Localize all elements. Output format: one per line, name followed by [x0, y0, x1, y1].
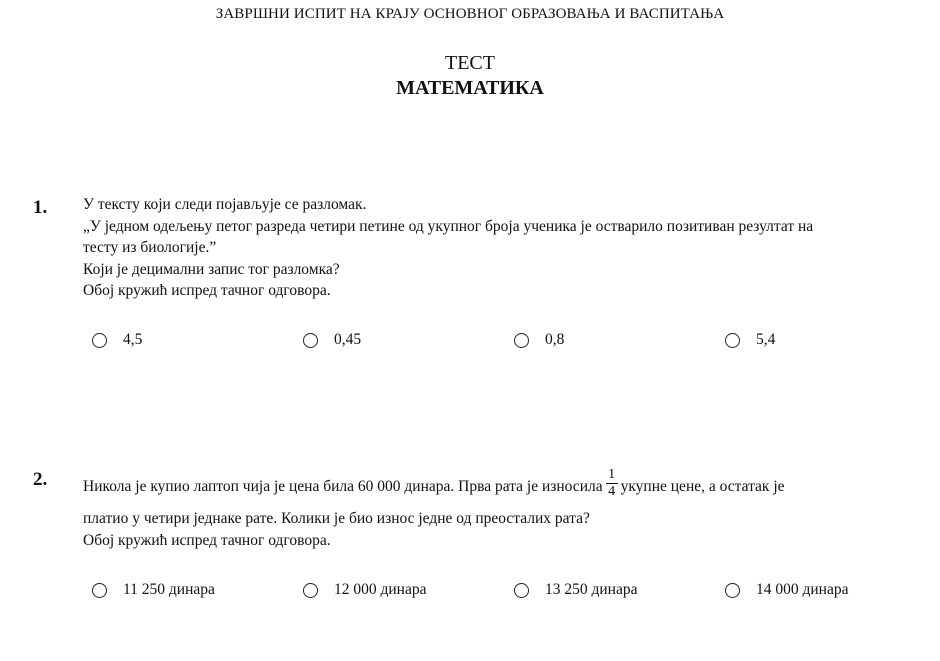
- answer-option[interactable]: [92, 331, 142, 349]
- answer-radio-circle[interactable]: [514, 583, 529, 598]
- fraction-numerator: 1: [608, 466, 616, 482]
- answer-radio-circle[interactable]: [725, 583, 740, 598]
- answer-option-label: 13 250 динара: [545, 581, 638, 598]
- answer-radio-circle[interactable]: [725, 333, 740, 348]
- answer-option[interactable]: [725, 331, 775, 349]
- answer-option[interactable]: [514, 581, 638, 599]
- question-2-text: [83, 466, 913, 551]
- question-1-options: [0, 331, 940, 355]
- answer-option-label: 0,8: [545, 331, 565, 348]
- answer-option-label: 11 250 динара: [123, 581, 215, 598]
- answer-radio-circle[interactable]: [514, 333, 529, 348]
- question-2-line-3: Обој кружић испред тачног одговора.: [83, 531, 331, 549]
- question-2-line-1: [83, 466, 913, 508]
- question-2-number: 2.: [33, 469, 48, 490]
- exam-title: ЗАВРШНИ ИСПИТ НА КРАЈУ ОСНОВНОГ ОБРАЗОВАЊА И ВАСПИТАЊА: [215, 6, 725, 22]
- question-2-line-1-start: Никола је купио лаптоп чија је цена била 60 000 динара. Прва рата је износила: [83, 478, 603, 495]
- question-1-line-3: тесту из биологије.”: [83, 239, 217, 256]
- answer-option[interactable]: [725, 581, 849, 599]
- question-2-options: [0, 581, 940, 605]
- question-1-number: 1.: [33, 197, 48, 218]
- fraction: [606, 467, 618, 500]
- test-label: ТЕСТ: [445, 52, 495, 74]
- question-1-line-5: Обој кружић испред тачног одговора.: [83, 282, 331, 299]
- fraction-denominator: 4: [608, 483, 616, 499]
- question-2-line-2: платио у четири једнаке рате. Колики је био износ једне од преосталих рата?: [83, 510, 590, 527]
- answer-option-label: 5,4: [756, 331, 776, 348]
- answer-radio-circle[interactable]: [303, 583, 318, 598]
- answer-option-label: 12 000 динара: [334, 581, 427, 598]
- answer-option-label: 14 000 динара: [756, 581, 849, 598]
- answer-option[interactable]: [303, 581, 427, 599]
- question-1-line-2: „У једном одељењу петог разреда четири петине од укупног броја ученика је остварило позитиван резултат на: [83, 217, 814, 235]
- question-1-text: [83, 194, 913, 302]
- answer-option-label: 0,45: [334, 331, 362, 348]
- question-2-line-1-end: укупне цене, а остатак је: [620, 478, 785, 495]
- answer-option-label: 4,5: [123, 331, 143, 348]
- answer-radio-circle[interactable]: [92, 333, 107, 348]
- question-1-line-1: У тексту који следи појављује се разломак.: [83, 196, 367, 213]
- answer-radio-circle[interactable]: [303, 333, 318, 348]
- question-1-line-4: Који је децимални запис тог разломка?: [83, 260, 340, 278]
- answer-option[interactable]: [303, 331, 361, 349]
- answer-option[interactable]: [92, 581, 215, 599]
- answer-option[interactable]: [514, 331, 564, 349]
- subject-title: МАТЕМАТИКА: [396, 77, 544, 99]
- answer-radio-circle[interactable]: [92, 583, 107, 598]
